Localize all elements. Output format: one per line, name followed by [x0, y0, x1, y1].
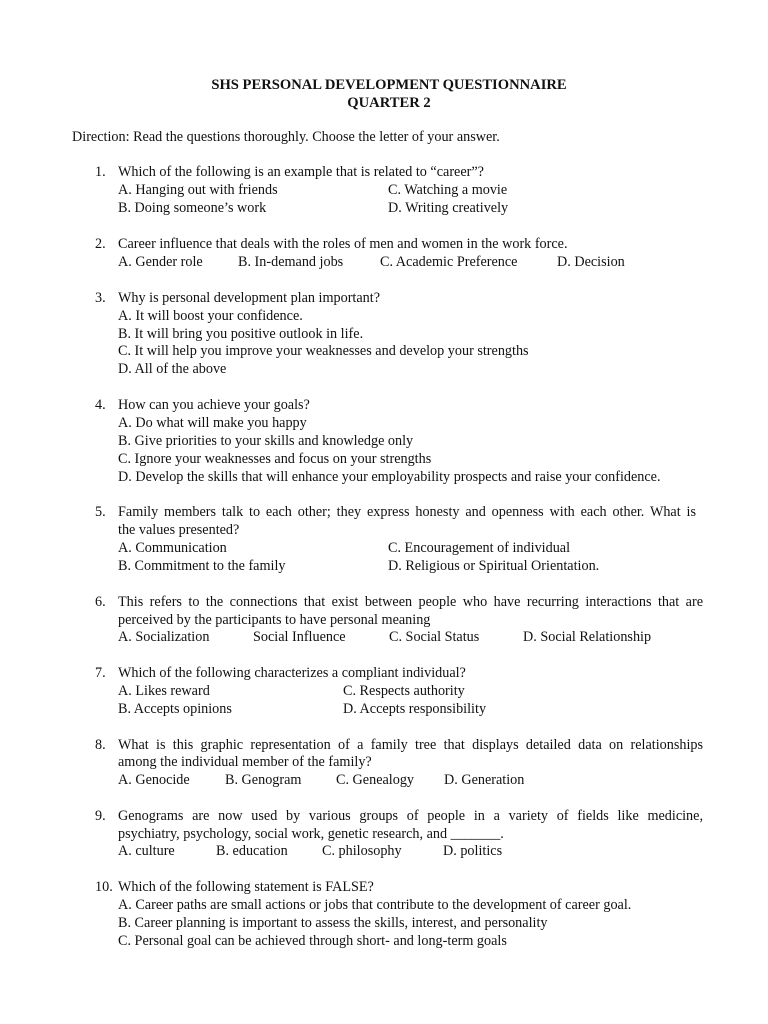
choice-c: C. Encouragement of individual [388, 540, 571, 556]
choice-c: C. Personal goal can be achieved through short- and long-term goals [118, 933, 507, 949]
choice-d: D. Writing creatively [388, 200, 509, 216]
choice-c: C. It will help you improve your weaknesses and develop your strengths [118, 343, 529, 359]
choice-d: D. Accepts responsibility [343, 701, 487, 717]
document-subtitle: QUARTER 2 [347, 95, 431, 111]
direction-text: Direction: Read the questions thoroughly. Choose the letter of your answer. [72, 129, 500, 145]
choice-c: C. Social Status [389, 629, 480, 645]
choice-a: A. Hanging out with friends [118, 182, 278, 198]
question-number: 2. [95, 236, 106, 252]
choice-a: A. Career paths are small actions or jobs that contribute to the development of career goal. [118, 897, 632, 913]
choice-b: B. education [216, 843, 288, 859]
choice-d: D. Develop the skills that will enhance your employability prospects and raise your confidence. [118, 469, 661, 485]
choice-b: B. Career planning is important to assess the skills, interest, and personality [118, 915, 548, 931]
question-text-line-2: the values presented? [118, 522, 240, 538]
choice-a: A. Likes reward [118, 683, 210, 699]
question-number: 8. [95, 737, 106, 753]
document-title: SHS PERSONAL DEVELOPMENT QUESTIONNAIRE [211, 77, 567, 93]
question-number: 4. [95, 397, 106, 413]
choice-c: C. Academic Preference [380, 254, 518, 270]
question-text: Which of the following is an example that is related to “career”? [118, 164, 484, 180]
choice-b: B. In-demand jobs [238, 254, 344, 270]
choice-c: C. philosophy [322, 843, 402, 859]
choice-d: D. Generation [444, 772, 525, 788]
choice-c: C. Respects authority [343, 683, 465, 699]
choice-b: B. Genogram [225, 772, 302, 788]
question-number: 3. [95, 290, 106, 306]
choice-b: B. Give priorities to your skills and knowledge only [118, 433, 414, 449]
question-text: Career influence that deals with the roles of men and women in the work force. [118, 236, 568, 252]
choice-a: A. Genocide [118, 772, 190, 788]
question-text: Which of the following characterizes a compliant individual? [118, 665, 466, 681]
question-number: 1. [95, 164, 106, 180]
choice-d: D. Social Relationship [523, 629, 652, 645]
question-text: How can you achieve your goals? [118, 397, 310, 413]
question-text-line-1: This refers to the connections that exist between people who have recurring interactions that are [118, 594, 703, 610]
choice-d: D. Decision [557, 254, 625, 270]
question-text-line-1: Family members talk to each other; they express honesty and openness with each other. What is [118, 504, 696, 520]
choice-b: B. Accepts opinions [118, 701, 232, 717]
question-text-line-1: What is this graphic representation of a family tree that displays detailed data on relationships [118, 737, 703, 753]
choice-d: D. politics [443, 843, 503, 859]
choice-a: A. Do what will make you happy [118, 415, 307, 431]
question-text-line-2: perceived by the participants to have personal meaning [118, 612, 431, 628]
question-number: 7. [95, 665, 106, 681]
choice-b: Social Influence [253, 629, 346, 645]
question-number: 6. [95, 594, 106, 610]
question-text: Which of the following statement is FALSE? [118, 879, 374, 895]
question-number: 5. [95, 504, 106, 520]
choice-a: A. Gender role [118, 254, 203, 270]
choice-b: B. Doing someone’s work [118, 200, 267, 216]
choice-c: C. Ignore your weaknesses and focus on your strengths [118, 451, 432, 467]
question-number: 9. [95, 808, 106, 824]
choice-a: A. Communication [118, 540, 227, 556]
choice-a: A. It will boost your confidence. [118, 308, 303, 324]
choice-c: C. Watching a movie [388, 182, 508, 198]
question-text-line-1: Genograms are now used by various groups of people in a variety of fields like medicine, [118, 808, 703, 824]
question-text-line-2: among the individual member of the family? [118, 754, 372, 770]
choice-b: B. Commitment to the family [118, 558, 286, 574]
choice-b: B. It will bring you positive outlook in life. [118, 326, 364, 342]
choice-d: D. Religious or Spiritual Orientation. [388, 558, 600, 574]
choice-a: A. Socialization [118, 629, 210, 645]
choice-c: C. Genealogy [336, 772, 415, 788]
choice-d: D. All of the above [118, 361, 227, 377]
choice-a: A. culture [118, 843, 175, 859]
question-text: Why is personal development plan important? [118, 290, 381, 306]
question-text-line-2: psychiatry, psychology, social work, genetic research, and _______. [118, 826, 504, 842]
question-number: 10. [95, 879, 113, 895]
